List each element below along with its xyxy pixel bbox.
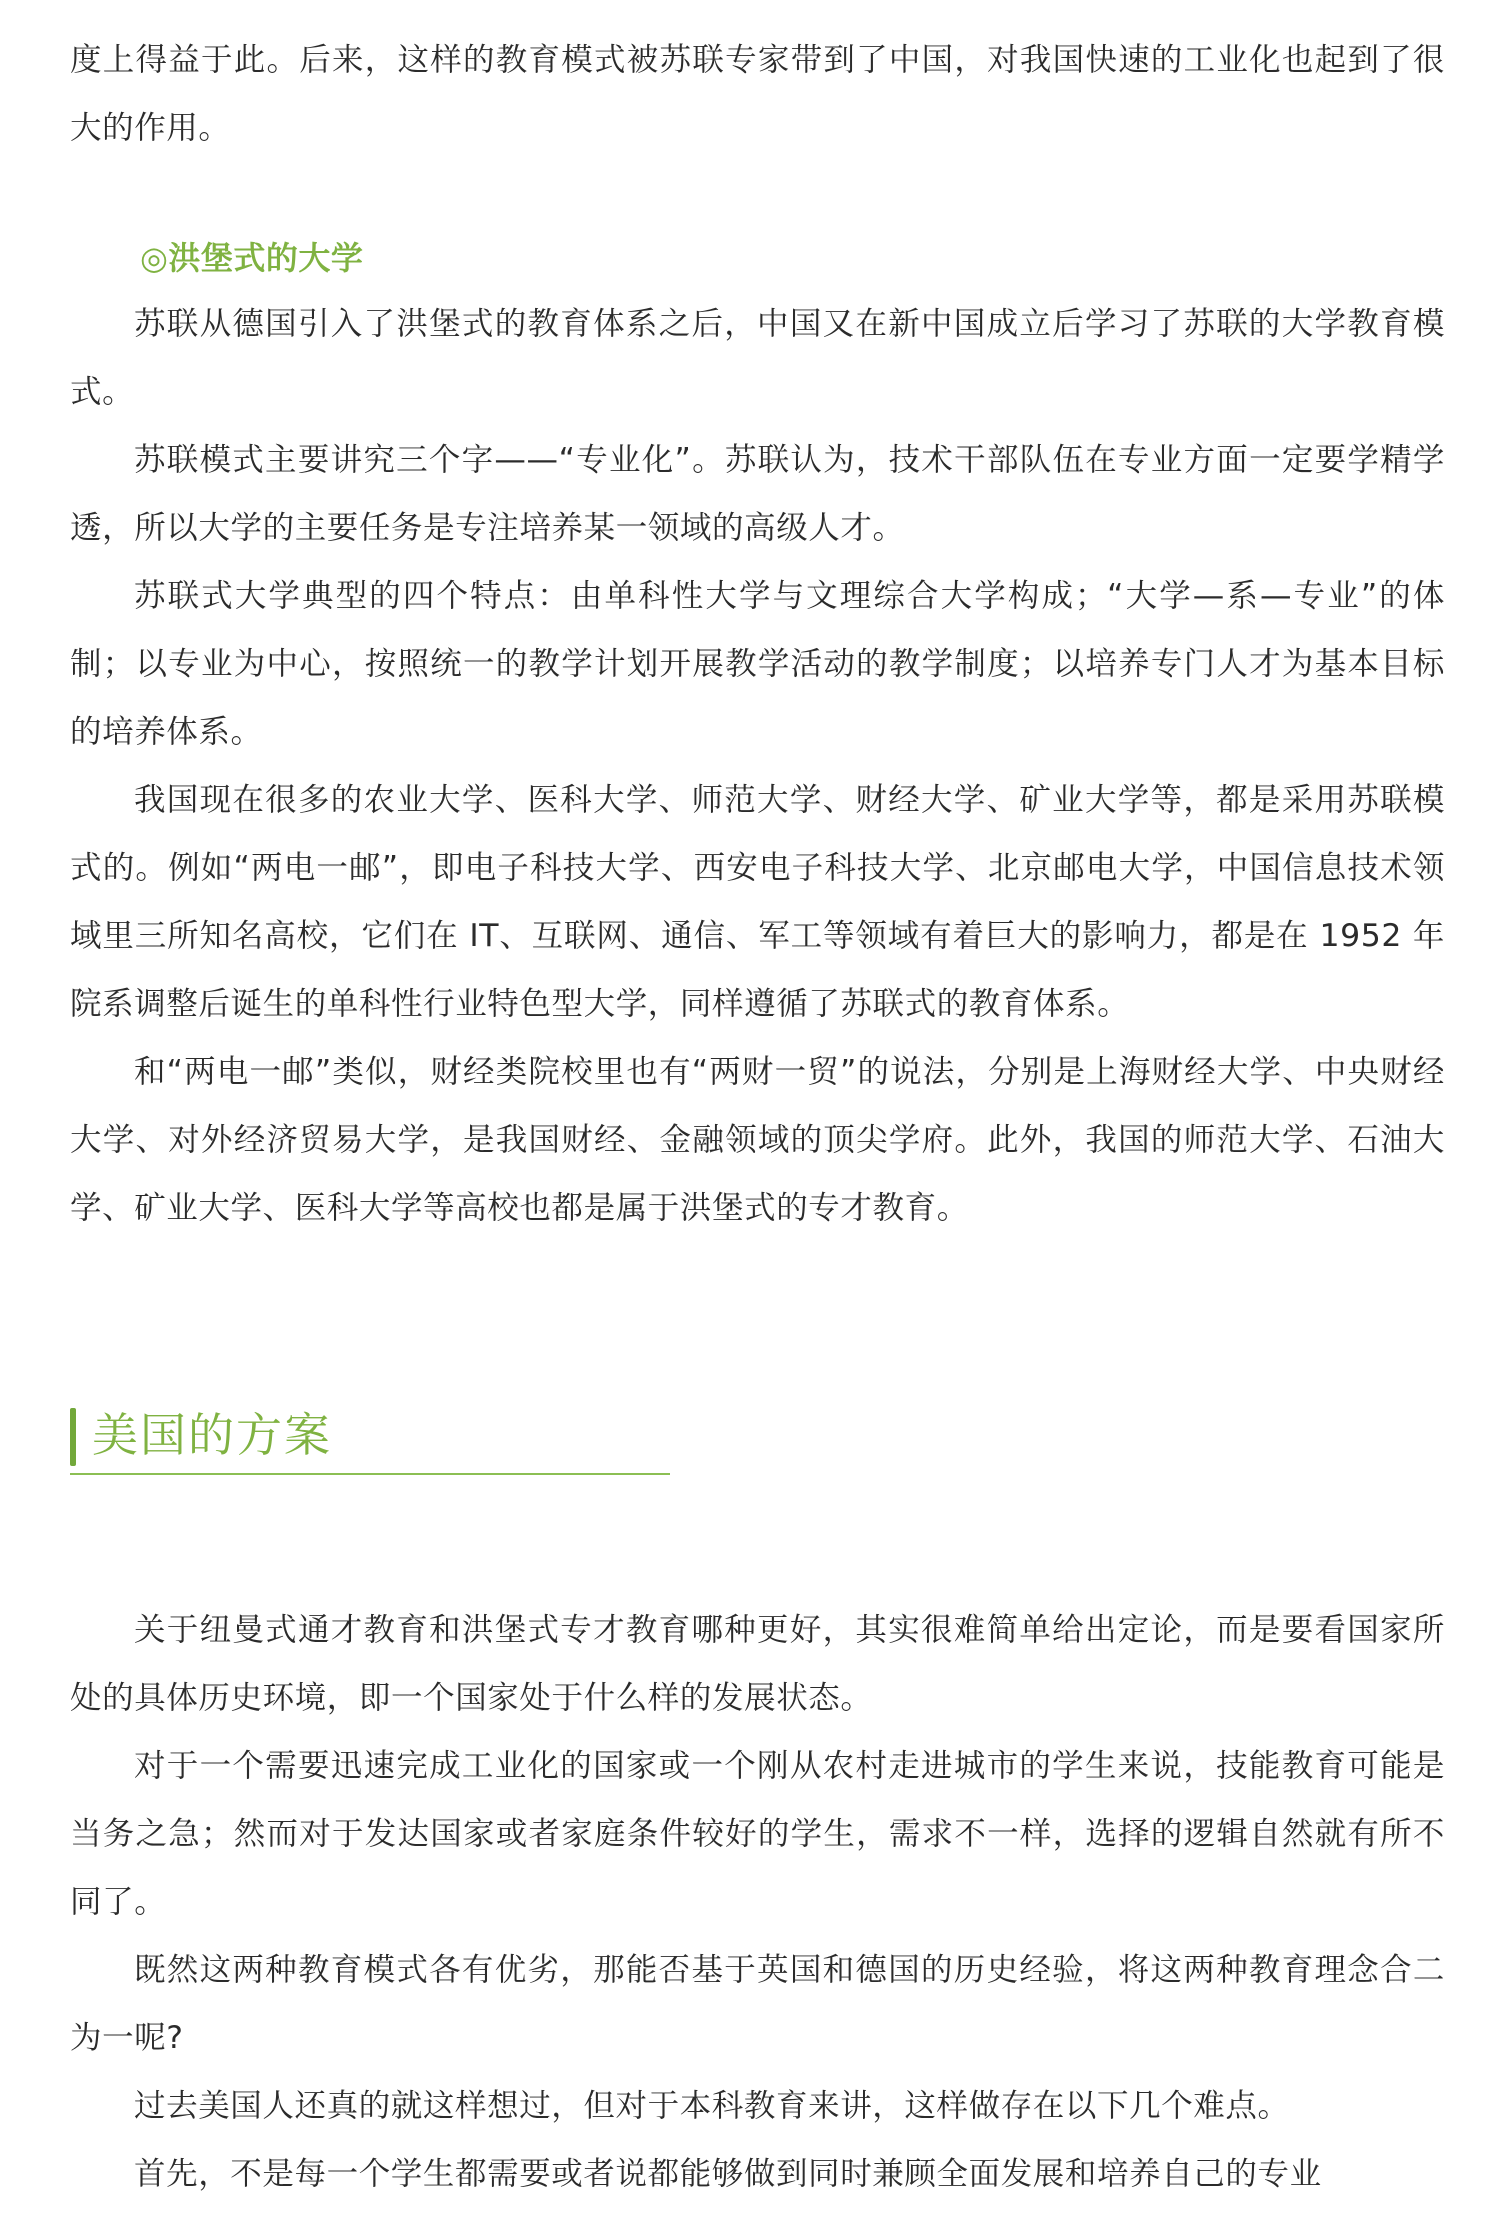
heading-accent-bar: [70, 1408, 76, 1466]
heading-underline: [70, 1473, 670, 1475]
body-paragraph: 关于纽曼式通才教育和洪堡式专才教育哪种更好，其实很难简单给出定论，而是要看国家所处的具体历史环境，即一个国家处于什么样的发展状态。: [70, 1612, 1445, 1716]
body-paragraph: 过去美国人还真的就这样想过，但对于本科教育来讲，这样做存在以下几个难点。: [134, 2088, 1290, 2124]
body-paragraph: 苏联模式主要讲究三个字——“专业化”。苏联认为，技术干部队伍在专业方面一定要学精学透，所以大学的主要任务是专注培养某一领域的高级人才。: [70, 442, 1445, 546]
body-paragraph: 我国现在很多的农业大学、医科大学、师范大学、财经大学、矿业大学等，都是采用苏联模式的。例如“两电一邮”，即电子科技大学、西安电子科技大学、北京邮电大学，中国信息技术领域里三所知名高校，它们在 IT、互联网、通信、军工等领域有着巨大的影响力，都是在 1952 年院系调整后诞生的单科性行业特色型大学，同样遵循了苏联式的教育体系。: [70, 782, 1445, 1022]
body-paragraph: 对于一个需要迅速完成工业化的国家或一个刚从农村走进城市的学生来说，技能教育可能是当务之急；然而对于发达国家或者家庭条件较好的学生，需求不一样，选择的逻辑自然就有所不同了。: [70, 1748, 1445, 1920]
body-paragraph: 苏联式大学典型的四个特点：由单科性大学与文理综合大学构成；“大学—系—专业”的体制；以专业为中心，按照统一的教学计划开展教学活动的教学制度；以培养专门人才为基本目标的培养体系。: [70, 578, 1445, 750]
subsection-body: [70, 290, 1445, 1242]
body-paragraph: 和“两电一邮”类似，财经类院校里也有“两财一贸”的说法，分别是上海财经大学、中央财经大学、对外经济贸易大学，是我国财经、金融领域的顶尖学府。此外，我国的师范大学、石油大学、矿业大学、医科大学等高校也都是属于洪堡式的专才教育。: [70, 1054, 1445, 1226]
body-paragraph: 首先，不是每一个学生都需要或者说都能够做到同时兼顾全面发展和培养自己的专业: [134, 2156, 1322, 2192]
section-heading: [70, 1399, 670, 1477]
intro-paragraph: 度上得益于此。后来，这样的教育模式被苏联专家带到了中国，对我国快速的工业化也起到了很大的作用。: [70, 42, 1445, 146]
subsection-heading: ◎洪堡式的大学: [140, 239, 364, 277]
body-paragraph: 苏联从德国引入了洪堡式的教育体系之后，中国又在新中国成立后学习了苏联的大学教育模式。: [70, 306, 1445, 410]
body-paragraph: 既然这两种教育模式各有优劣，那能否基于英国和德国的历史经验，将这两种教育理念合二为一呢?: [70, 1952, 1445, 2056]
section-body: [70, 1596, 1445, 2208]
intro-block: [70, 26, 1445, 162]
section-title: 美国的方案: [92, 1408, 332, 1462]
